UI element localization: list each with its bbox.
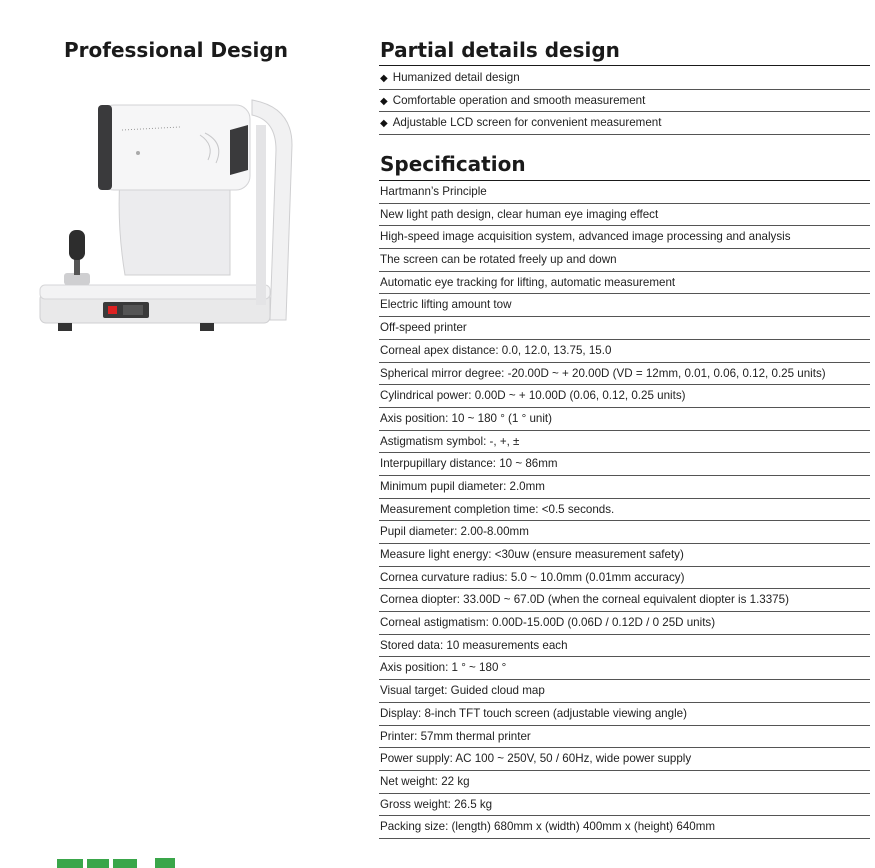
spec-row: The screen can be rotated freely up and down — [379, 249, 870, 272]
spec-row: New light path design, clear human eye imaging effect — [379, 204, 870, 227]
spec-row: Printer: 57mm thermal printer — [379, 726, 870, 749]
partial-details-title: Partial details design — [380, 38, 620, 62]
spec-row: Axis position: 1 ° ~ 180 ° — [379, 657, 870, 680]
partial-details-list — [379, 67, 870, 135]
spec-row: Cornea curvature radius: 5.0 ~ 10.0mm (0.01mm accuracy) — [379, 567, 870, 590]
spec-row: Power supply: AC 100 ~ 250V, 50 / 60Hz, wide power supply — [379, 748, 870, 771]
spec-row: Measure light energy: <30uw (ensure measurement safety) — [379, 544, 870, 567]
spec-row: Packing size: (length) 680mm x (width) 400mm x (height) 640mm — [379, 816, 870, 839]
spec-row: Corneal apex distance: 0.0, 12.0, 13.75, 15.0 — [379, 340, 870, 363]
spec-row: Net weight: 22 kg — [379, 771, 870, 794]
spec-row: Display: 8-inch TFT touch screen (adjustable viewing angle) — [379, 703, 870, 726]
spec-row: Off-speed printer — [379, 317, 870, 340]
partial-title-rule — [379, 65, 870, 66]
list-item: ◆ Adjustable LCD screen for convenient measurement — [379, 112, 870, 135]
spec-row: Astigmatism symbol: -, +, ± — [379, 431, 870, 454]
spec-row: Pupil diameter: 2.00-8.00mm — [379, 521, 870, 544]
list-item: ◆ Humanized detail design — [379, 67, 870, 90]
spec-row: High-speed image acquisition system, advanced image processing and analysis — [379, 226, 870, 249]
brand-logo — [55, 856, 185, 868]
spec-row: Measurement completion time: <0.5 seconds. — [379, 499, 870, 522]
spec-row: Axis position: 10 ~ 180 ° (1 ° unit) — [379, 408, 870, 431]
diamond-bullet-icon: ◆ — [380, 95, 388, 107]
spec-row: Interpupillary distance: 10 ~ 86mm — [379, 453, 870, 476]
spec-row: Visual target: Guided cloud map — [379, 680, 870, 703]
auto-refractometer-image — [30, 95, 300, 340]
spec-row: Cylindrical power: 0.00D ~ + 10.00D (0.06, 0.12, 0.25 units) — [379, 385, 870, 408]
spec-row: Stored data: 10 measurements each — [379, 635, 870, 658]
specification-title: Specification — [380, 152, 526, 176]
spec-row: Spherical mirror degree: -20.00D ~ + 20.00D (VD = 12mm, 0.01, 0.06, 0.12, 0.25 units) — [379, 363, 870, 386]
list-item: ◆ Comfortable operation and smooth measurement — [379, 90, 870, 113]
diamond-bullet-icon: ◆ — [380, 73, 388, 84]
diamond-bullet-icon: ◆ — [380, 118, 388, 129]
spec-row: Cornea diopter: 33.00D ~ 67.0D (when the corneal equivalent diopter is 1.3375) — [379, 589, 870, 612]
spec-row: Electric lifting amount tow — [379, 294, 870, 317]
spec-row: Automatic eye tracking for lifting, automatic measurement — [379, 272, 870, 295]
spec-row: Corneal astigmatism: 0.00D-15.00D (0.06D / 0.12D / 0 25D units) — [379, 612, 870, 635]
spec-row: Hartmann’s Principle — [379, 181, 870, 204]
spec-row: Gross weight: 26.5 kg — [379, 794, 870, 817]
specification-list — [379, 181, 870, 839]
left-title: Professional Design — [64, 38, 288, 62]
spec-row: Minimum pupil diameter: 2.0mm — [379, 476, 870, 499]
